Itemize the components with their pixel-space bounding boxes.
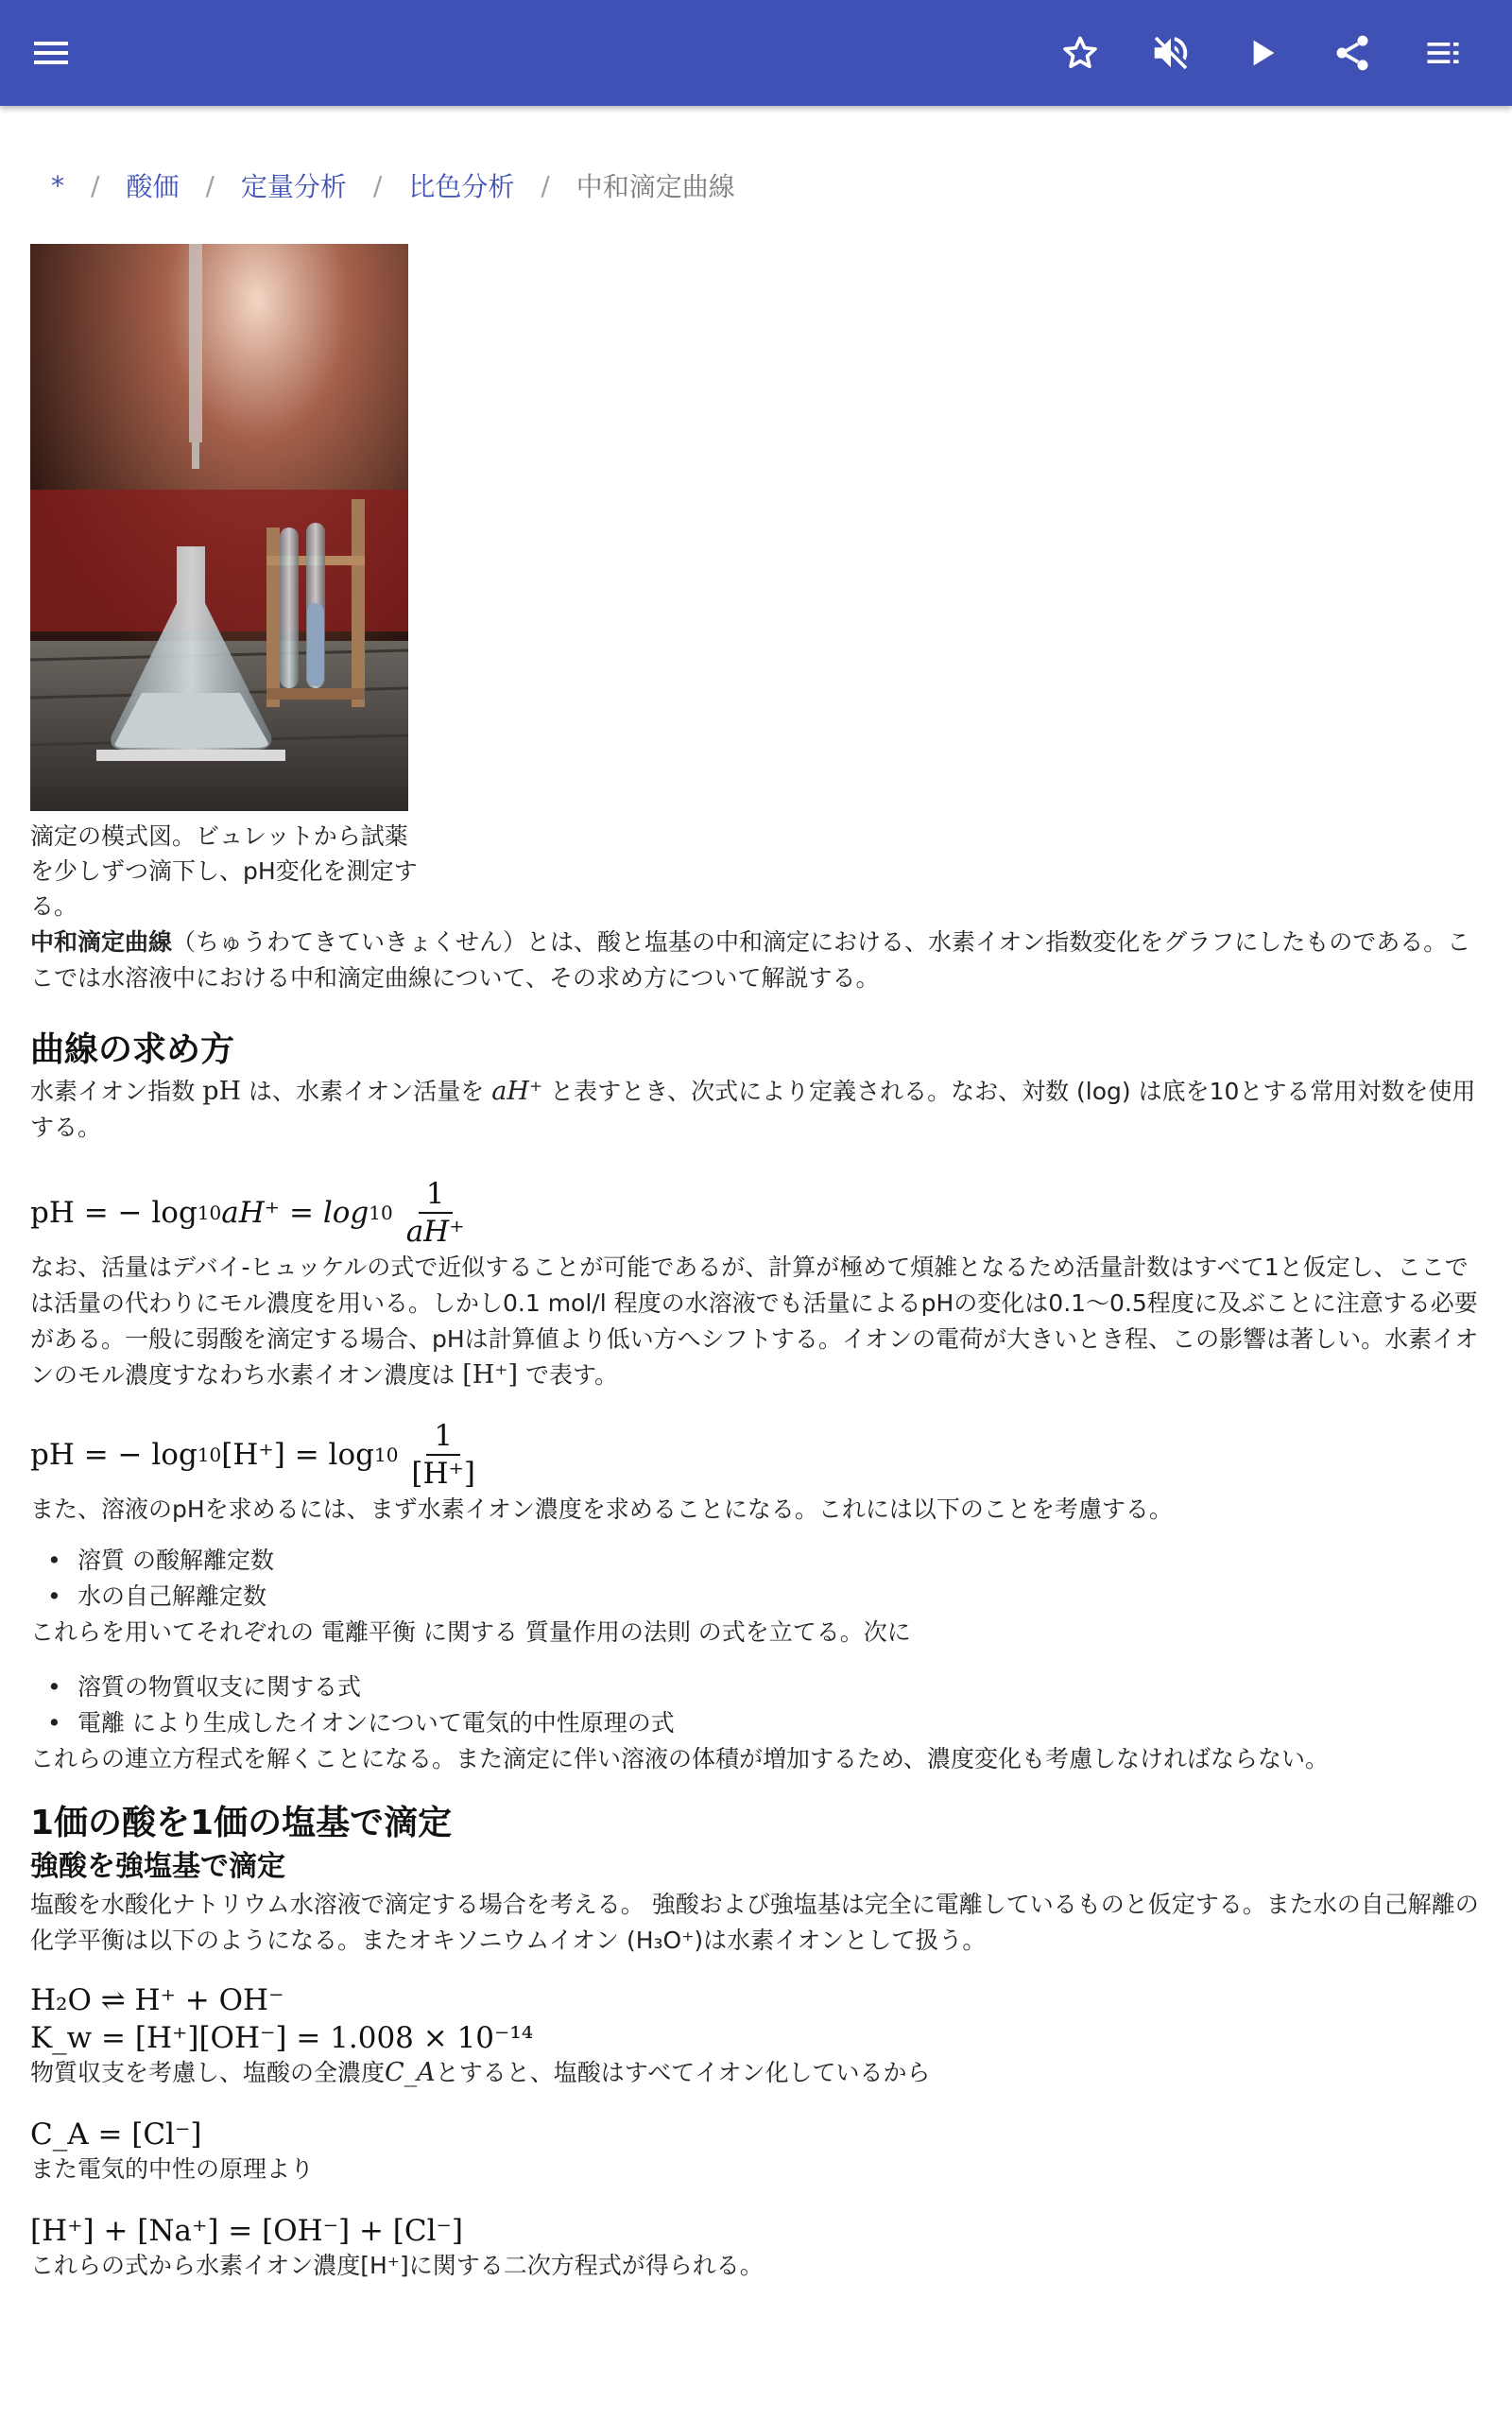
- eq-text: aH⁺ = log: [221, 1196, 369, 1230]
- activity-symbol: aH⁺: [491, 1077, 543, 1106]
- fraction-numerator: 1: [426, 1420, 460, 1456]
- activity-paragraph: [30, 1250, 1486, 1393]
- section-heading: 曲線の求め方: [30, 1030, 235, 1069]
- list-item: • 水の自己解離定数: [30, 1579, 1486, 1615]
- fraction: [399, 1178, 472, 1248]
- mass-balance-paragraph: [30, 2055, 1486, 2091]
- titration-image[interactable]: [30, 244, 408, 811]
- total-concentration-symbol: C_A: [385, 2058, 436, 2087]
- toc-button[interactable]: [1412, 26, 1474, 79]
- breadcrumb-separator: /: [205, 169, 215, 201]
- equation-water-equilibrium: H₂O ⇌ H⁺ + OH⁻: [30, 1983, 284, 2017]
- eq-subscript: 10: [197, 1443, 222, 1466]
- eq-text: pH = − log: [30, 1196, 198, 1230]
- intro-paragraph: [30, 925, 1486, 996]
- fraction-numerator: 1: [419, 1178, 453, 1214]
- equation-ph-definition: [30, 1178, 1486, 1248]
- fraction: [404, 1420, 483, 1490]
- eq-subscript: 10: [197, 1201, 222, 1224]
- equation-charge-balance: [H⁺] + [Na⁺] = [OH⁻] + [Cl⁻]: [30, 2214, 463, 2248]
- share-button[interactable]: [1321, 26, 1383, 79]
- figure-caption: 滴定の模式図。ビュレットから試薬を少しずつ滴下し、pH変化を測定する。: [30, 822, 418, 920]
- considerations-list: [30, 1543, 1486, 1615]
- equation-ph-concentration: [30, 1420, 1486, 1490]
- text: 水素イオン指数: [30, 1078, 196, 1105]
- play-icon: [1243, 34, 1280, 72]
- text: 物質収支を考慮し、塩酸の全濃度: [30, 2059, 386, 2086]
- equation-water-constant: K_w = [H⁺][OH⁻] = 1.008 × 10⁻¹⁴: [30, 2021, 534, 2055]
- breadcrumb-item-quantitative-analysis[interactable]: 定量分析: [240, 171, 347, 202]
- quadratic-paragraph: これらの式から水素イオン濃度[H⁺]に関する二次方程式が得られる。: [30, 2252, 764, 2279]
- article-body: [30, 925, 1486, 2284]
- fraction-denominator: [H⁺]: [411, 1457, 476, 1491]
- star-outline-icon: [1059, 32, 1101, 74]
- breadcrumb-current: 中和滴定曲線: [576, 171, 735, 202]
- hydrogen-ion-symbol: [H⁺]: [462, 1360, 519, 1390]
- breadcrumb-item-acid-value[interactable]: 酸価: [126, 171, 180, 202]
- neutrality-paragraph: また電気的中性の原理より: [30, 2155, 315, 2183]
- eq-subscript: 10: [369, 1201, 393, 1224]
- ph-symbol: pH: [202, 1077, 242, 1106]
- bookmark-button[interactable]: [1049, 26, 1111, 79]
- equation-chloride: C_A = [Cl⁻]: [30, 2118, 202, 2152]
- menu-icon: [32, 38, 70, 68]
- mute-button[interactable]: [1140, 26, 1202, 79]
- breadcrumb-separator: /: [372, 169, 383, 201]
- text: とすると、塩酸はすべてイオン化しているから: [435, 2059, 931, 2086]
- play-button[interactable]: [1230, 26, 1293, 79]
- breadcrumb: [51, 166, 735, 204]
- breadcrumb-item-home[interactable]: *: [51, 169, 64, 201]
- text: は、水素イオン活量を: [249, 1078, 485, 1105]
- app-bar: [0, 0, 1512, 106]
- list-item: • 溶質の物質収支に関する式: [30, 1669, 1486, 1705]
- list-item: • 電離 により生成したイオンについて電気的中性原理の式: [30, 1705, 1486, 1741]
- list-item: • 溶質 の酸解離定数: [30, 1543, 1486, 1579]
- intro-term: 中和滴定曲線: [30, 928, 173, 956]
- volume-off-icon: [1149, 31, 1193, 75]
- playlist-icon: [1422, 32, 1464, 74]
- share-icon: [1332, 32, 1373, 74]
- breadcrumb-item-colorimetric-analysis[interactable]: 比色分析: [408, 171, 515, 202]
- text: で表す。: [525, 1361, 619, 1389]
- subsection-heading: 強酸を強塩基で滴定: [30, 1850, 285, 1883]
- breadcrumb-separator: /: [91, 169, 100, 201]
- section-heading: 1価の酸を1価の塩基で滴定: [30, 1804, 453, 1842]
- eq-subscript: 10: [373, 1443, 399, 1466]
- ph-definition-paragraph: [30, 1074, 1486, 1146]
- eq-text: pH = − log: [30, 1438, 198, 1472]
- equations-list: [30, 1669, 1486, 1741]
- text: と表すとき、次式により定義される。なお、対数 (log) は底を10とする常用対数を使用する。: [30, 1078, 1476, 1141]
- text: なお、活量はデバイ-ヒュッケルの式で近似することが可能であるが、計算が極めて煩雑となるため活量計数はすべて1と仮定し、ここでは活量の代わりにモル濃度を用いる。しかし0.1 mol/l 程度の水溶液でも活量によるpHの変化は0.1〜0.5程度に及ぶことに注意する必要がある。一般に弱酸を滴定する場合、pHは計算値より低い方へシフトする。イオンの電荷が大きいとき程、この影響は著しい。水素イオンのモル濃度すなわち水素イオン濃度は: [30, 1253, 1479, 1389]
- considerations-paragraph: また、溶液のpHを求めるには、まず水素イオン濃度を求めることになる。これには以下のことを考慮する。: [30, 1495, 1173, 1523]
- equations-paragraph: これらを用いてそれぞれの 電離平衡 に関する 質量作用の法則 の式を立てる。次に: [30, 1618, 911, 1646]
- breadcrumb-separator: /: [541, 169, 550, 201]
- strong-acid-paragraph: 塩酸を水酸化ナトリウム水溶液で滴定する場合を考える。 強酸および強塩基は完全に電離しているものと仮定する。また水の自己解離の化学平衡は以下のようになる。またオキソニウムイオン (H₃O⁺)は水素イオンとして扱う。: [30, 1891, 1479, 1954]
- titration-illustration: [30, 244, 408, 811]
- intro-text: （ちゅうわてきていきょくせん）とは、酸と塩基の中和滴定における、水素イオン指数変化をグラフにしたものである。ここでは水溶液中における中和滴定曲線について、その求め方について解説する。: [30, 928, 1471, 992]
- fraction-denominator: aH⁺: [405, 1215, 465, 1249]
- eq-text: [H⁺] = log: [221, 1438, 374, 1472]
- menu-button[interactable]: [25, 28, 77, 78]
- simultaneous-paragraph: これらの連立方程式を解くことになる。また滴定に伴い溶液の体積が増加するため、濃度変化も考慮しなければならない。: [30, 1745, 1330, 1772]
